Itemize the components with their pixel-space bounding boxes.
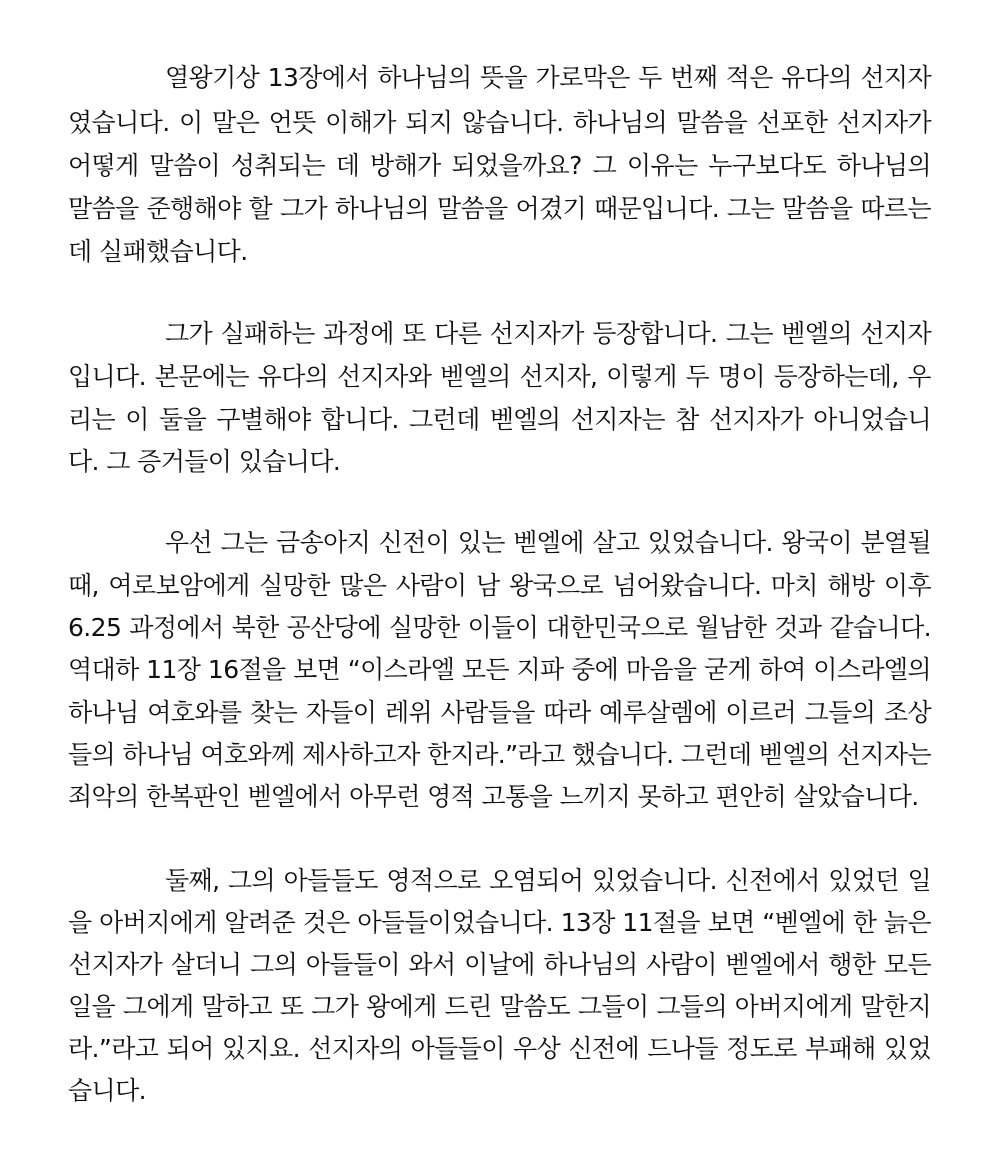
paragraph-line: 데 실패했습니다. — [68, 237, 248, 266]
paragraph-line: 둘째, 그의 아들들도 영적으로 오염되어 있었습니다. 신전에서 있었던 일 — [165, 866, 931, 895]
paragraph-line: 선지자가 살더니 그의 아들들이 와서 이날에 하나님의 사람이 벧엘에서 행한 모든 — [68, 950, 931, 979]
paragraph-line: 였습니다. 이 말은 언뜻 이해가 되지 않습니다. 하나님의 말씀을 선포한 선지자가 — [68, 108, 931, 137]
paragraph-line: 라.”라고 되어 있지요. 선지자의 아들들이 우상 신전에 드나들 정도로 부패해 있었 — [68, 1034, 931, 1063]
paragraph-line: 역대하 11장 16절을 보면 “이스라엘 모든 지파 중에 마음을 굳게 하여 이스라엘의 — [68, 655, 931, 684]
paragraph-line: 들의 하나님 여호와께 제사하고자 한지라.”라고 했습니다. 그런데 벧엘의 선지자는 — [68, 740, 931, 769]
paragraph-line: 어떻게 말씀이 성취되는 데 방해가 되었을까요? 그 이유는 누구보다도 하나님의 — [68, 151, 931, 180]
paragraph-line: 리는 이 둘을 구별해야 합니다. 그런데 벧엘의 선지자는 참 선지자가 아니었습니 — [68, 405, 931, 434]
paragraph-line: 입니다. 본문에는 유다의 선지자와 벧엘의 선지자, 이렇게 두 명이 등장하는데, 우 — [68, 362, 931, 391]
paragraph-line: 열왕기상 13장에서 하나님의 뜻을 가로막은 두 번째 적은 유다의 선지자 — [165, 63, 931, 92]
paragraph-line: 그가 실패하는 과정에 또 다른 선지자가 등장합니다. 그는 벧엘의 선지자 — [165, 319, 931, 348]
paragraph-line: 하나님 여호와를 찾는 자들이 레위 사람들을 따라 예루살렘에 이르러 그들의 조상 — [68, 698, 931, 727]
paragraph-line: 일을 그에게 말하고 또 그가 왕에게 드린 말씀도 그들이 그들의 아버지에게 말한지 — [68, 992, 931, 1021]
paragraph-line: 다. 그 증거들이 있습니다. — [68, 447, 341, 476]
paragraph-line: 6.25 과정에서 북한 공산당에 실망한 이들이 대한민국으로 월남한 것과 같습니다. — [68, 613, 931, 642]
paragraph-line: 때, 여로보암에게 실망한 많은 사람이 남 왕국으로 넘어왔습니다. 마치 해방 이후 — [68, 571, 931, 600]
paragraph-line: 을 아버지에게 알려준 것은 아들들이었습니다. 13장 11절을 보면 “벧엘에 한 늙은 — [68, 908, 931, 937]
paragraph-line: 우선 그는 금송아지 신전이 있는 벧엘에 살고 있었습니다. 왕국이 분열될 — [165, 528, 931, 557]
paragraph-line: 죄악의 한복판인 벧엘에서 아무런 영적 고통을 느끼지 못하고 편안히 살았습니다. — [68, 782, 919, 811]
paragraph-line: 습니다. — [68, 1076, 146, 1105]
paragraph-line: 말씀을 준행해야 할 그가 하나님의 말씀을 어겼기 때문입니다. 그는 말씀을 따르는 — [68, 194, 931, 223]
